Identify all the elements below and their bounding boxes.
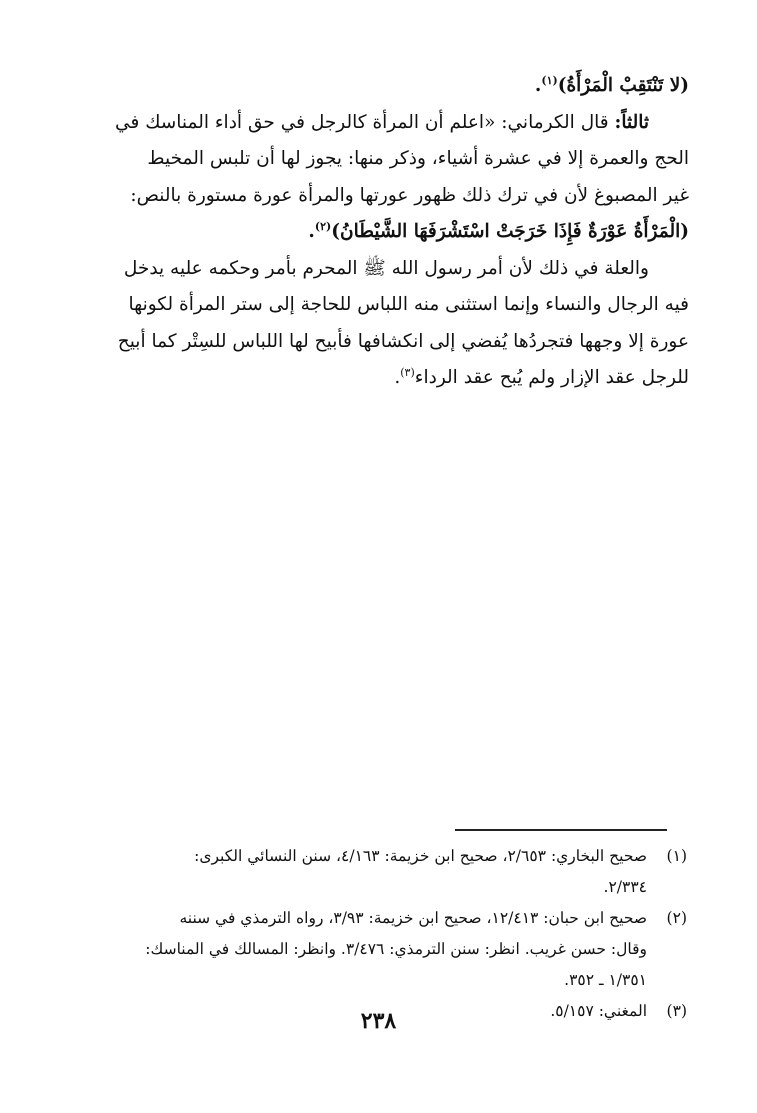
footnote-line: صحيح البخاري: ٢/٦٥٣، صحيح ابن خزيمة: ٤/١٦٣، سنن النسائي الكبرى: (194, 847, 647, 865)
paragraph-3-line-3: عورة إلا وجهها فتجردُها يُفضي إلى انكشافها فأبيح لها اللباس للسِتْر كما أبيح (117, 330, 689, 352)
period: . (394, 367, 401, 388)
footnote-line: صحيح ابن حبان: ١٢/٤١٣، صحيح ابن خزيمة: ٣/٩٣، رواه الترمذي في سننه (179, 909, 647, 927)
footnote-number: (١) (666, 847, 687, 865)
page-number: ٢٣٨ (360, 1008, 397, 1034)
footnote-ref-3: (٣) (400, 365, 415, 379)
hadith-quote-1: (لا تَنْتَقِبْ الْمَرْأَةُ) (557, 75, 689, 96)
paragraph-2-line-1 (68, 105, 689, 142)
footnote-line: ١/٣٥١ ـ ٣٥٢. (564, 971, 647, 989)
footnote-2 (70, 903, 687, 996)
footnotes (70, 841, 687, 1027)
footnote-number: (٣) (666, 1002, 687, 1020)
hadith-line-1 (68, 68, 689, 105)
paragraph-3-text-4: للرجل عقد الإزار ولم يُبح عقد الرداء (414, 367, 689, 388)
footnote-line: المغني: ٥/١٥٧. (550, 1002, 647, 1020)
period: . (534, 75, 542, 96)
paragraph-2-text-1: قال الكرماني: «اعلم أن المرأة كالرجل في حق أداء المناسك في (115, 111, 609, 133)
footnote-ref-2: (٢) (314, 219, 332, 233)
paragraph-lead-third: ثالثاً: (614, 111, 649, 133)
footnote-line: ٢/٣٣٤. (603, 878, 647, 896)
footnote-line: وقال: حسن غريب. انظر: سنن الترمذي: ٣/٤٧٦. وانظر: المسالك في المناسك: (145, 940, 647, 958)
footnote-separator (455, 829, 667, 831)
footnote-number: (٢) (666, 909, 687, 927)
paragraph-2-line-3: غير المصبوغ لأن في ترك ذلك ظهور عورتها والمرأة عورة مستورة بالنص: (130, 184, 689, 206)
paragraph-3-line-1: والعلة في ذلك لأن أمر رسول الله ﷺ المحرم بأمر وحكمه عليه يدخل (123, 257, 649, 279)
paragraph-2-line-2: الحج والعمرة إلا في عشرة أشياء، وذكر منها: يجوز لها أن تلبس المخيط (147, 148, 689, 169)
paragraph-3-line-4 (68, 360, 689, 397)
paragraph-3-line-2: فيه الرجال والنساء وإنما استثنى منه اللباس للحاجة إلى ستر المرأة لكونها (128, 294, 689, 315)
main-text (68, 68, 689, 397)
footnote-ref-1: (١) (541, 73, 558, 87)
hadith-quote-2: (الْمَرْأَةُ عَوْرَةٌ فَإِذَا خَرَجَتْ اسْتَشْرَفَهَا الشَّيْطَانُ) (331, 221, 689, 242)
period: . (308, 221, 315, 242)
hadith-line-2 (68, 214, 689, 251)
footnote-1 (70, 841, 687, 903)
